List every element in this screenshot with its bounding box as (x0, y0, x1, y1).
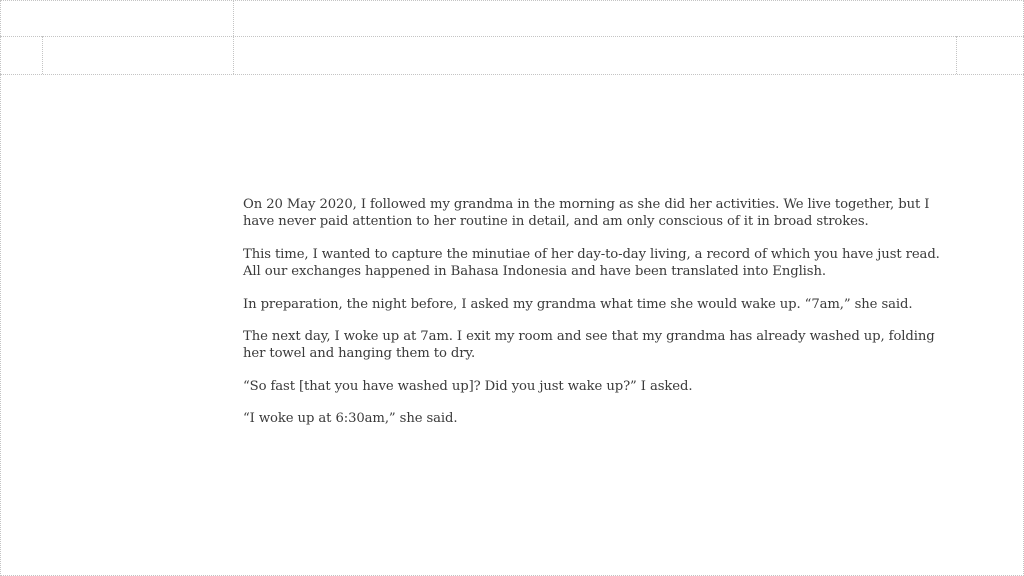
article-paragraph-4: The next day, I woke up at 7am. I exit my room and see that my grandma has already washed up, folding her towel and hanging them to dry. (243, 329, 935, 362)
guide-line-header-bottom (0, 74, 1024, 75)
guide-line-top (0, 36, 1024, 37)
article-paragraph-5: “So fast [that you have washed up]? Did you just wake up?” I asked. (243, 378, 693, 394)
article-paragraph-3: In preparation, the night before, I asked my grandma what time she would wake up. “7am,” she said. (243, 296, 913, 312)
article-paragraph-2: This time, I wanted to capture the minutiae of her day-to-day living, a record of which you have just read. All our exchanges happened in Bahasa Indonesia and have been translated into English. (243, 246, 940, 280)
guide-line-left-margin (42, 36, 43, 74)
article-body (243, 196, 943, 443)
guide-line-right-margin (956, 36, 957, 74)
article-paragraph-6: “I woke up at 6:30am,” she said. (243, 411, 458, 427)
article-paragraph-1: On 20 May 2020, I followed my grandma in the morning as she did her activities. We live together, but I have never paid attention to her routine in detail, and am only conscious of it in broad strokes. (243, 197, 930, 230)
guide-line-left-column (233, 0, 234, 74)
